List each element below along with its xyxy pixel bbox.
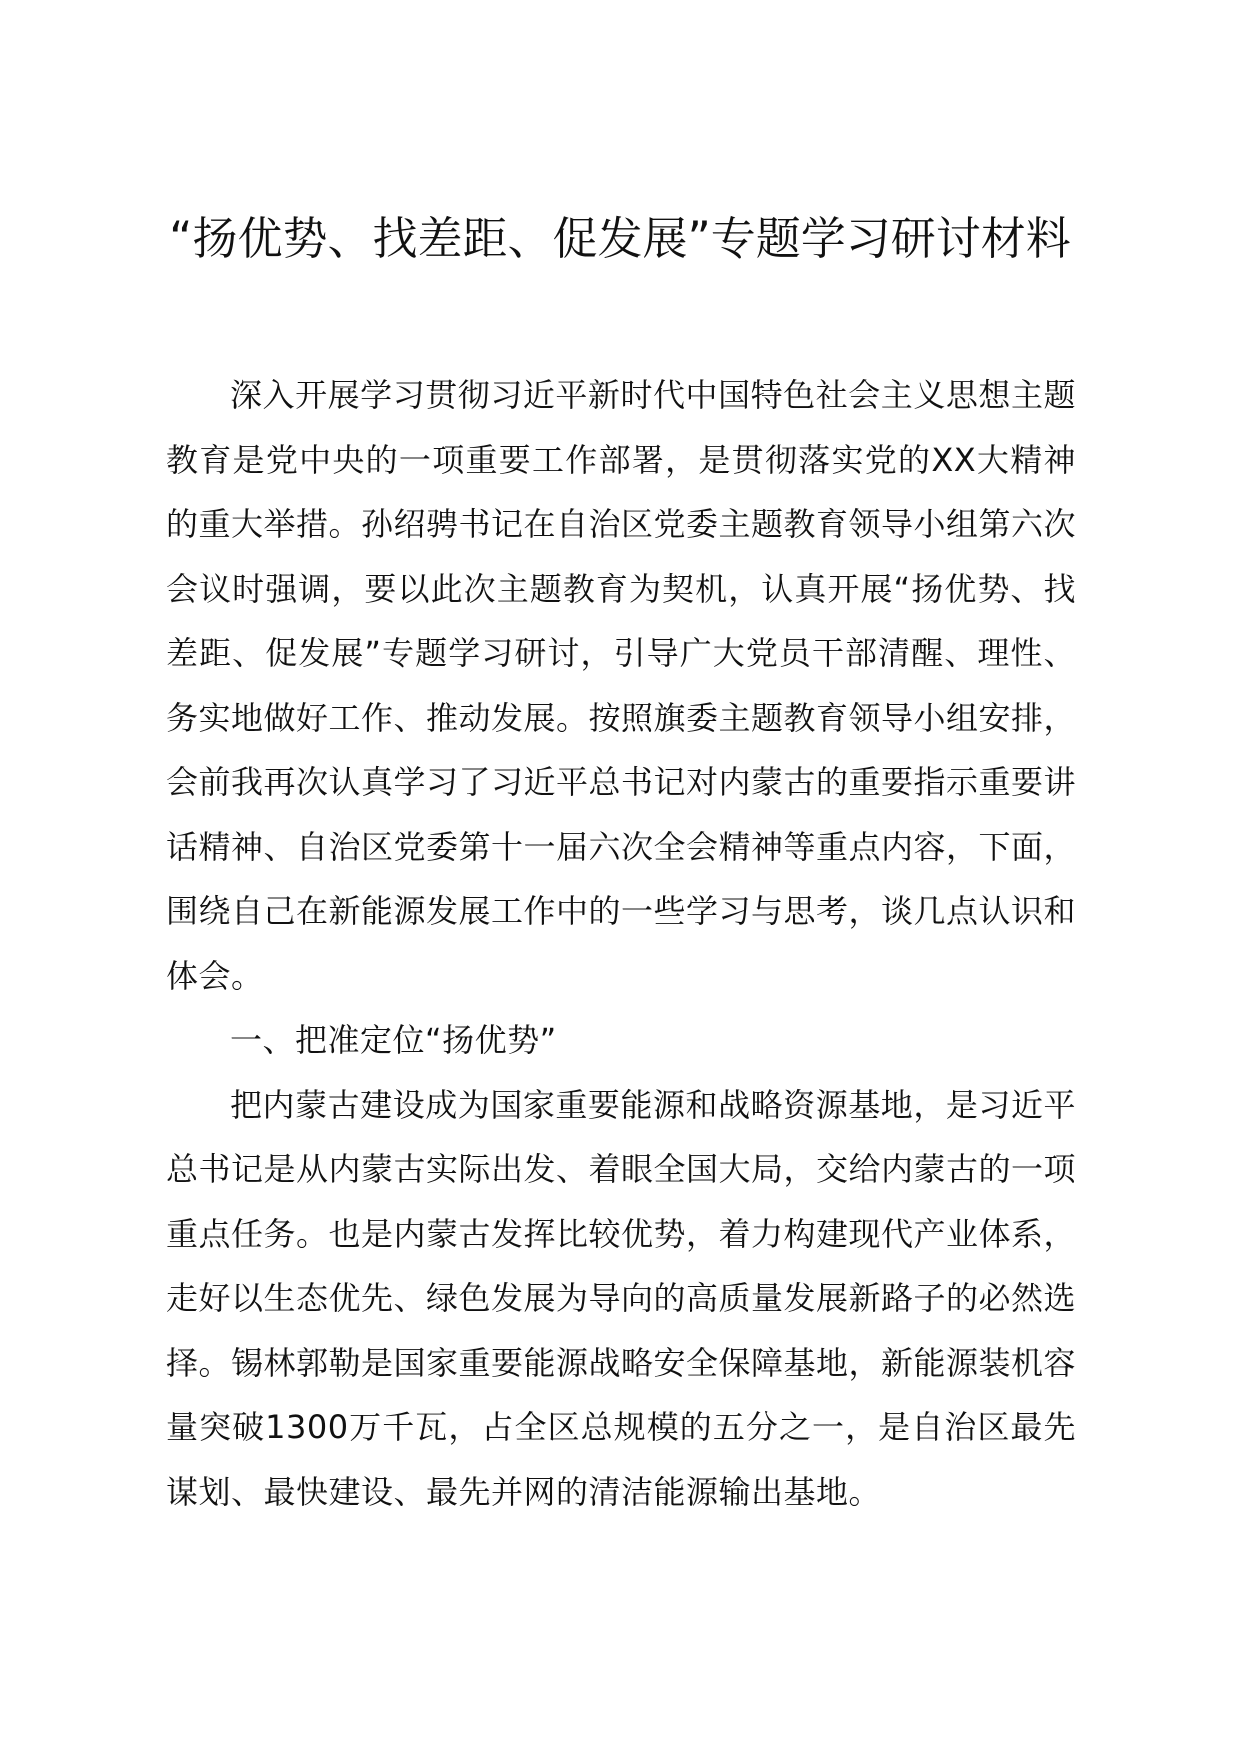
section-heading: 一、把准定位“扬优势” (230, 1021, 557, 1059)
intro-paragraph: 深入开展学习贯彻习近平新时代中国特色社会主义思想主题教育是党中央的一项重要工作部署，是贯彻落实党的XX大精神的重大举措。孙绍骋书记在自治区党委主题教育领导小组第六次会议时强调，要以此次主题教育为契机，认真开展“扬优势、找差距、促发展”专题学习研讨，引导广大党员干部清醒、理性、务实地做好工作、推动发展。按照旗委主题教育领导小组安排，会前我再次认真学习了习近平总书记对内蒙古的重要指示重要讲话精神、自治区党委第十一届六次全会精神等重点内容，下面，围绕自己在新能源发展工作中的一些学习与思考，谈几点认识和体会。 (166, 376, 1077, 995)
document-body (166, 363, 1076, 1524)
section-paragraph: 把内蒙古建设成为国家重要能源和战略资源基地，是习近平总书记是从内蒙古实际出发、着眼全国大局，交给内蒙古的一项重点任务。也是内蒙古发挥比较优势，着力构建现代产业体系，走好以生态优先、绿色发展为导向的高质量发展新路子的必然选择。锡林郭勒是国家重要能源战略安全保障基地，新能源装机容量突破1300万千瓦，占全区总规模的五分之一，是自治区最先谋划、最快建设、最先并网的清洁能源输出基地。 (166, 1085, 1077, 1511)
document-title: “扬优势、找差距、促发展”专题学习研讨材料 (169, 212, 1071, 265)
